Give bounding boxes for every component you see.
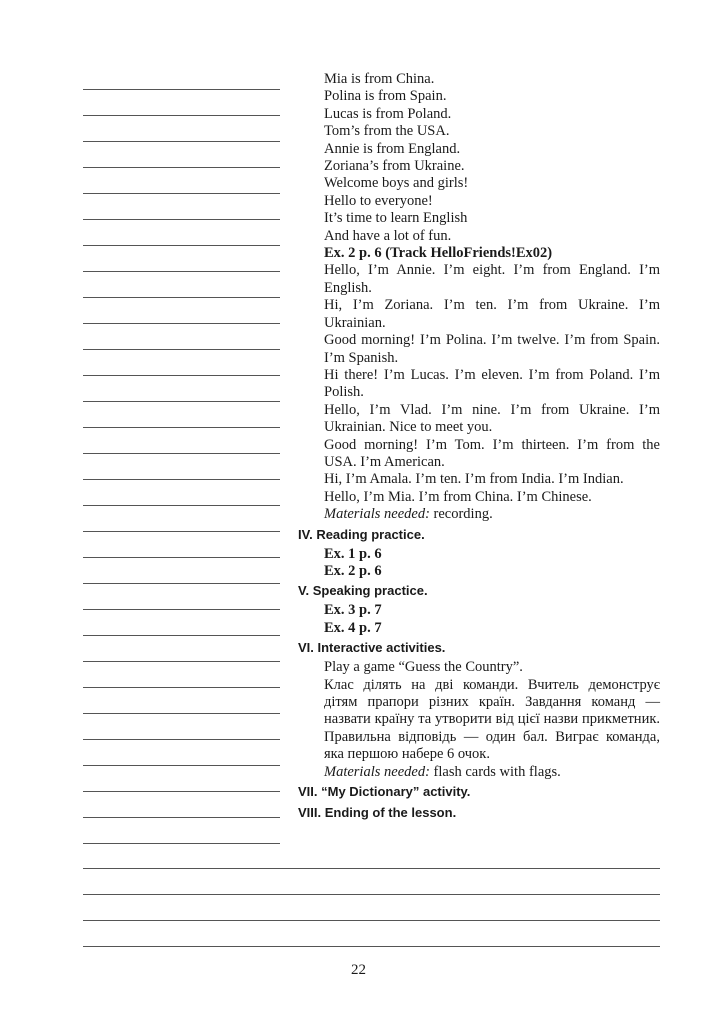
exercise-item: Ex. 2 p. 6 bbox=[324, 562, 382, 579]
note-line bbox=[83, 557, 280, 558]
song-line: Hello to everyone! bbox=[324, 192, 433, 209]
note-line bbox=[83, 193, 280, 194]
song-line: Welcome boys and girls! bbox=[324, 175, 469, 192]
exercise-item: Ex. 4 p. 7 bbox=[324, 619, 382, 636]
note-line bbox=[83, 843, 280, 844]
song-line: It’s time to learn English bbox=[324, 210, 468, 227]
note-line bbox=[83, 219, 280, 220]
note-line bbox=[83, 661, 280, 662]
materials-line bbox=[324, 764, 660, 781]
note-line bbox=[83, 583, 280, 584]
note-line bbox=[83, 401, 280, 402]
exercise-item: Ex. 3 p. 7 bbox=[324, 602, 382, 619]
note-line bbox=[83, 635, 280, 636]
note-line bbox=[83, 531, 280, 532]
transcript-paragraph: Hello, I’m Vlad. I’m nine. I’m from Ukraine. I’m Ukrainian. Nice to meet you. bbox=[324, 401, 660, 436]
materials-line bbox=[324, 506, 660, 523]
notes-lines-left bbox=[83, 0, 280, 860]
transcript-paragraph: Hello, I’m Mia. I’m from China. I’m Chinese. bbox=[324, 488, 592, 505]
note-line bbox=[83, 739, 280, 740]
note-line bbox=[83, 765, 280, 766]
song-text bbox=[324, 71, 660, 524]
song-line: Polina is from Spain. bbox=[324, 88, 447, 105]
song-line: Annie is from England. bbox=[324, 140, 461, 157]
transcript-paragraph: Good morning! I’m Tom. I’m thirteen. I’m from the USA. I’m American. bbox=[324, 436, 660, 470]
song-line: Zoriana’s from Ukraine. bbox=[324, 158, 465, 175]
section-heading-ending: VIII. Ending of the lesson. bbox=[298, 805, 457, 821]
section-heading-interactive: VI. Interactive activities. bbox=[298, 640, 446, 656]
note-line bbox=[83, 89, 280, 90]
section-heading-reading: IV. Reading practice. bbox=[298, 526, 425, 542]
materials-value: recording. bbox=[433, 506, 493, 523]
song-line: Mia is from China. bbox=[324, 71, 435, 87]
exercise-heading: Ex. 2 p. 6 (Track HelloFriends!Ex02) bbox=[324, 245, 553, 262]
note-line bbox=[83, 609, 280, 610]
section-heading-speaking: V. Speaking practice. bbox=[298, 583, 428, 599]
note-line bbox=[83, 817, 280, 818]
note-line bbox=[83, 920, 660, 921]
materials-value: flash cards with flags. bbox=[433, 763, 561, 780]
song-line: Tom’s from the USA. bbox=[324, 123, 450, 140]
game-description: Клас ділять на дві команди. Вчитель демонструє дітям прапори різних країн. Завдання команд — назвати країну та утворити від цієї назви прикметник. Правильна відповідь — один бал. Виграє команда, яка першою набере 6 очок. bbox=[324, 676, 660, 763]
note-line bbox=[83, 245, 280, 246]
note-line bbox=[83, 479, 280, 480]
note-line bbox=[83, 271, 280, 272]
game-title: Play a game “Guess the Country”. bbox=[324, 659, 523, 676]
materials-label: Materials needed: bbox=[324, 506, 430, 523]
note-line bbox=[83, 453, 280, 454]
transcript-paragraph: Hello, I’m Annie. I’m eight. I’m from England. I’m English. bbox=[324, 262, 660, 296]
note-line bbox=[83, 167, 280, 168]
song-line: Lucas is from Poland. bbox=[324, 105, 452, 122]
note-line bbox=[83, 868, 660, 869]
note-line bbox=[83, 349, 280, 350]
exercise-item: Ex. 1 p. 6 bbox=[324, 545, 382, 562]
reading-items bbox=[324, 546, 660, 581]
speaking-items bbox=[324, 602, 660, 637]
note-line bbox=[83, 791, 280, 792]
note-line bbox=[83, 713, 280, 714]
transcript-paragraph: Hi there! I’m Lucas. I’m eleven. I’m from Poland. I’m Polish. bbox=[324, 366, 660, 401]
materials-label: Materials needed: bbox=[324, 763, 430, 780]
note-line bbox=[83, 115, 280, 116]
transcript-paragraph: Hi, I’m Amala. I’m ten. I’m from India. I’m Indian. bbox=[324, 471, 624, 488]
transcript-paragraph: Hi, I’m Zoriana. I’m ten. I’m from Ukraine. I’m Ukrainian. bbox=[324, 297, 660, 331]
note-line bbox=[83, 894, 660, 895]
interactive-text bbox=[324, 659, 660, 781]
note-line bbox=[83, 297, 280, 298]
note-line bbox=[83, 141, 280, 142]
note-line bbox=[83, 946, 660, 947]
transcript-paragraph: Good morning! I’m Polina. I’m twelve. I’m from Spain. I’m Spanish. bbox=[324, 332, 660, 366]
note-line bbox=[83, 323, 280, 324]
song-line: And have a lot of fun. bbox=[324, 227, 452, 244]
page-number: 22 bbox=[351, 962, 366, 978]
note-line bbox=[83, 505, 280, 506]
lesson-content bbox=[298, 71, 660, 824]
note-line bbox=[83, 687, 280, 688]
note-line bbox=[83, 427, 280, 428]
section-heading-dictionary: VII. “My Dictionary” activity. bbox=[298, 784, 471, 800]
note-line bbox=[83, 375, 280, 376]
